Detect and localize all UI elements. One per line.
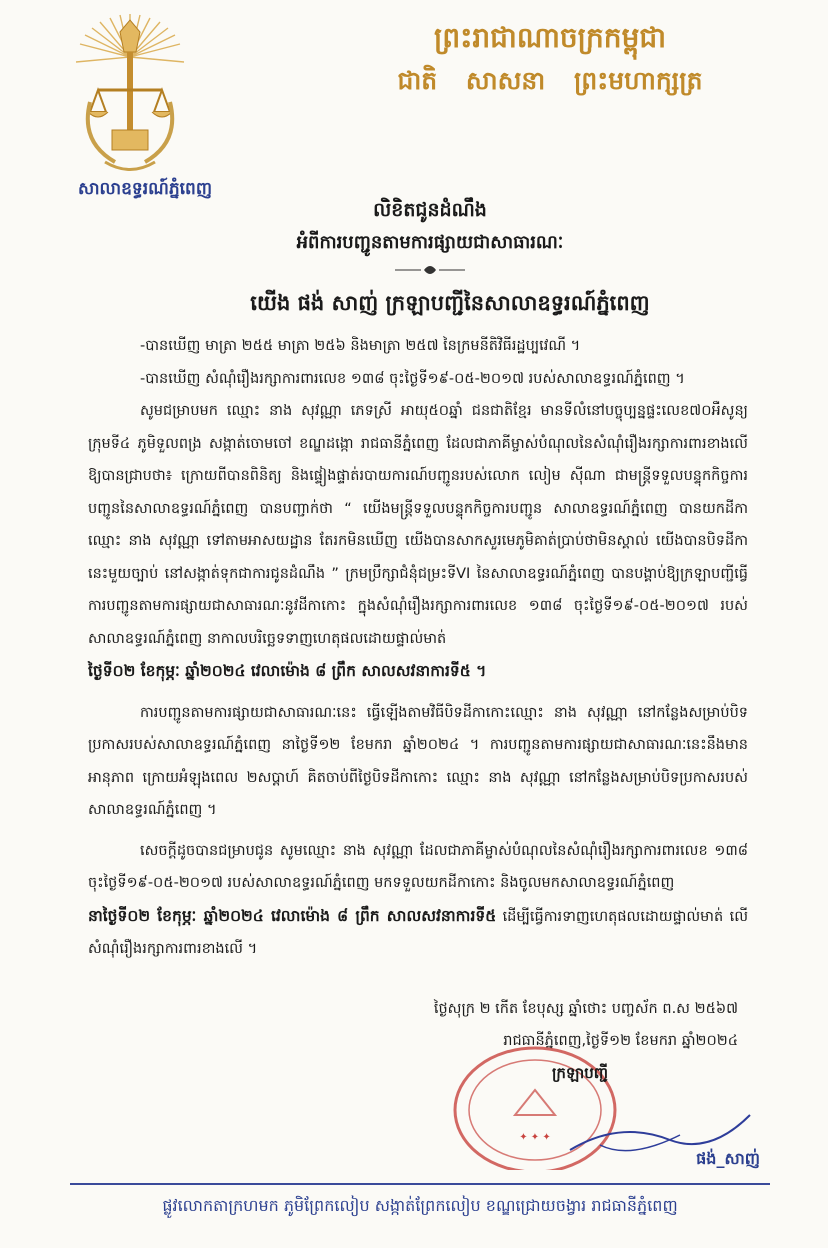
issuer-heading: យើង ផង់ សាញ់ ក្រឡាបញ្ជីនៃសាលាឧទ្ធរណ៍ភ្នំពេញ (250, 291, 650, 315)
footer-address: ផ្លូវលោកតាក្រហមក ភូមិព្រែកលៀប សង្កាត់ព្រែកលៀប ខណ្ឌជ្រោយចង្វារ រាជធានីភ្នំពេញ (162, 1196, 678, 1215)
hearing-date: ថ្ងៃទី០២ ខែកុម្ភៈ ឆ្នាំ២០២៤ វេលាម៉ោង ៨ ព្រឹក សាលសវនាការទី៥ ។ (88, 662, 487, 680)
paragraph: សេចក្តីដូចបានជម្រាបជូន សូមឈ្មោះ នាង សុវណ្ណា ដែលជាភាគីម្ចាស់បំណុលនៃសំណុំរឿងរក្សាការពារលេខ ១៣៨ ចុះថ្ងៃទី១៩-០៥-២០១៧ របស់សាលាឧទ្ធរណ៍ភ្នំពេញ មកទទួលយកដីកាកោះ និងចូលមកសាលាឧទ្ធរណ៍ភ្នំពេញ (88, 842, 748, 891)
motto-king: ព្រះមហាក្សត្រ (573, 66, 703, 95)
signer-title: ក្រឡាបញ្ជី (551, 1064, 609, 1082)
court-name: សាលាឧទ្ធរណ៍ភ្នំពេញ (77, 179, 213, 199)
kingdom-title: ព្រះរាជាណាចក្រកម្ពុជា (433, 21, 666, 54)
place-date: រាជធានីភ្នំពេញ,ថ្ងៃទី១២ ខែមករា ឆ្នាំ២០២៤ (503, 1033, 738, 1049)
motto-nation: ជាតិ (397, 66, 438, 95)
court-emblem-icon (70, 12, 190, 182)
document-body (88, 330, 748, 966)
paragraph: -បានឃើញ សំណុំរឿងរក្សាការពារលេខ ១៣៨ ចុះថ្ងៃទី១៩-០៥-២០១៧ របស់សាលាឧទ្ធរណ៍ភ្នំពេញ ។ (140, 370, 685, 387)
paragraph: ការបញ្ជូនតាមការផ្សាយជាសាធារណៈនេះ ធ្វើឡើងតាមវិធីបិទដីកាកោះឈ្មោះ នាង សុវណ្ណា នៅកន្លែងសម្រាប់បិទប្រកាសរបស់សាលាឧទ្ធរណ៍ភ្នំពេញ នាថ្ងៃទី១២ ខែមករា ឆ្នាំ២០២៤ ។ ការបញ្ជូនតាមការផ្សាយជាសាធារណៈនេះនឹងមានអានុភាព ក្រោយអំឡុងពេល ២សប្តាហ៍ គិតចាប់ពីថ្ងៃបិទដីកាកោះ ឈ្មោះ នាង សុវណ្ណា នៅកន្លែងសម្រាប់បិទប្រកាសរបស់សាលាឧទ្ធរណ៍ភ្នំពេញ ។ (88, 704, 748, 818)
national-motto (300, 66, 800, 102)
footer-divider (70, 1183, 770, 1185)
svg-text:✦ ✦ ✦: ✦ ✦ ✦ (519, 1132, 551, 1143)
document-title: លិខិតជូនដំណឹង (373, 199, 487, 221)
motto-religion: សាសនា (465, 66, 546, 95)
signer-name: ផង់_សាញ់ (696, 1149, 760, 1168)
paragraph: -បានឃើញ មាត្រា ២៥៥ មាត្រា ២៥៦ និងមាត្រា ២៥៧ នៃក្រមនីតិវិធីរដ្ឋប្បវេណី ។ (140, 338, 581, 354)
paragraph: សូមជម្រាបមក ឈ្មោះ នាង សុវណ្ណា ភេទស្រី អាយុ៥០ឆ្នាំ ជនជាតិខ្មែរ មានទីលំនៅបច្ចុប្បន្នផ្ទះលេខ៧០អឺសូន្យ ក្រុមទី៤ ភូមិទួលពង្រ សង្កាត់ចោមចៅ ខណ្ឌដង្កោ រាជធានីភ្នំពេញ ដែលជាភាគីម្ចាស់បំណុលនៃសំណុំរឿងរក្សាការពារខាងលើ ឱ្យបានជ្រាបថា៖ ក្រោយពីបានពិនិត្យ និងផ្ទៀងផ្ទាត់របាយការណ៍បញ្ជូនរបស់លោក លៀម ស៊ីណា ជាមន្ត្រីទទួលបន្ទុកកិច្ចការបញ្ជូននៃសាលាឧទ្ធរណ៍ភ្នំពេញ បានបញ្ជាក់ថា “ យើងមន្ត្រីទទួលបន្ទុកកិច្ចការបញ្ជូន សាលាឧទ្ធរណ៍ភ្នំពេញ បានយកដីកាឈ្មោះ នាង សុវណ្ណា ទៅតាមអាសយដ្ឋាន តែរកមិនឃើញ យើងបានសាកសួរមេភូមិគាត់ប្រាប់ថាមិនស្គាល់ យើងបានបិទដីកានេះមួយច្បាប់ នៅសង្កាត់ទុកជាការជូនដំណឹង ” ក្រមប្រឹក្សាជំនុំជម្រះទីVI នៃសាលាឧទ្ធរណ៍ភ្នំពេញ បានបង្គាប់ឱ្យក្រឡាបញ្ជីធ្វើការបញ្ជូនតាមការផ្សាយជាសាធារណៈនូវដីកាកោះ ក្នុងសំណុំរឿងរក្សាការពារលេខ ១៣៨ ចុះថ្ងៃទី១៩-០៥-២០១៧ របស់សាលាឧទ្ធរណ៍ភ្នំពេញ នាកាលបរិច្ឆេទទាញហេតុផលដោយផ្ទាល់មាត់ (88, 403, 748, 647)
divider-ornament (395, 262, 465, 278)
lunar-date: ថ្ងៃសុក្រ ២ កើត ខែបុស្ស ឆ្នាំថោះ បញ្ចស័ក ព.ស ២៥៦៧ (433, 1001, 738, 1017)
paragraph-closing: នាថ្ងៃទី០២ ខែកុម្ភៈ ឆ្នាំ២០២៤ វេលាម៉ោង ៨ ព្រឹក សាលសវនាការទី៥ ដើម្បីធ្វើការទាញហេតុផលដោយផ្ទាល់មាត់ លើសំណុំរឿងរក្សាការពារខាងលើ ។ (88, 906, 748, 957)
document-subtitle: អំពីការបញ្ជូនតាមការផ្សាយជាសាធារណៈ (296, 232, 564, 253)
